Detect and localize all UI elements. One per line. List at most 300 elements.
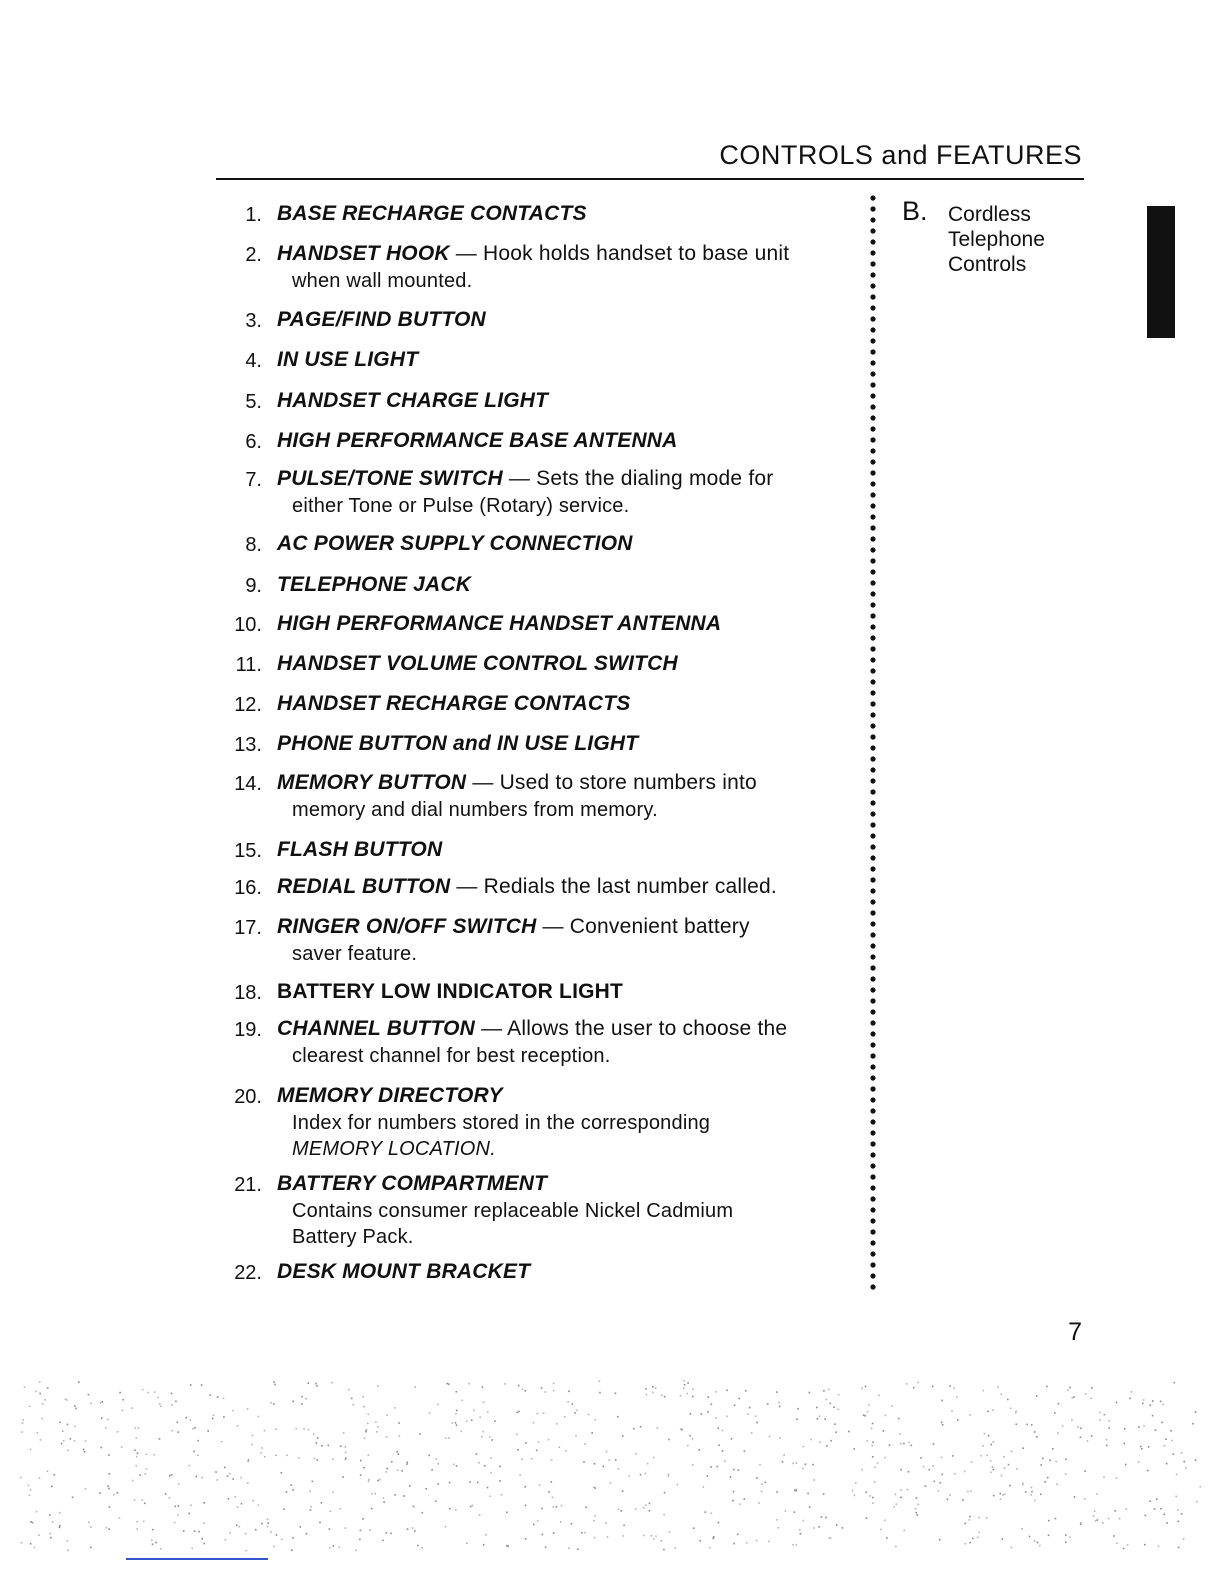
speckle xyxy=(281,1539,283,1541)
speckle xyxy=(261,1523,263,1525)
divider-dot xyxy=(870,811,875,816)
speckle xyxy=(923,1466,925,1468)
speckle xyxy=(745,1390,747,1392)
speckle xyxy=(543,1412,545,1414)
speckle xyxy=(957,1419,959,1421)
speckle xyxy=(821,1516,823,1518)
speckle xyxy=(826,1399,828,1401)
speckle xyxy=(1039,1545,1041,1547)
speckle xyxy=(24,1386,26,1388)
speckle xyxy=(90,1403,92,1405)
speckle xyxy=(108,1454,110,1456)
speckle xyxy=(1036,1436,1038,1438)
speckle xyxy=(1044,1481,1046,1483)
speckle xyxy=(635,1453,637,1455)
speckle xyxy=(270,1531,272,1533)
item-term-text: HANDSET CHARGE LIGHT xyxy=(277,389,549,412)
speckle xyxy=(276,1534,278,1536)
divider-dot xyxy=(870,756,875,761)
speckle xyxy=(1000,1493,1002,1495)
speckle xyxy=(969,1414,971,1416)
speckle xyxy=(360,1474,362,1476)
speckle xyxy=(113,1494,115,1496)
speckle xyxy=(1040,1464,1042,1466)
speckle xyxy=(1008,1464,1010,1466)
speckle xyxy=(1124,1443,1126,1445)
speckle xyxy=(1108,1420,1110,1422)
speckle xyxy=(893,1506,895,1508)
speckle xyxy=(517,1449,519,1451)
speckle xyxy=(235,1496,237,1498)
speckle xyxy=(105,1427,107,1429)
divider-dot xyxy=(870,1042,875,1047)
speckle xyxy=(1036,1395,1038,1397)
speckle xyxy=(1143,1399,1145,1401)
speckle xyxy=(331,1382,333,1384)
speckle xyxy=(134,1449,136,1451)
speckle xyxy=(362,1396,364,1398)
speckle xyxy=(217,1396,219,1398)
speckle xyxy=(479,1416,481,1418)
speckle xyxy=(466,1543,468,1545)
speckle xyxy=(778,1527,780,1529)
speckle xyxy=(1177,1509,1179,1511)
speckle xyxy=(229,1473,231,1475)
speckle xyxy=(951,1410,953,1412)
speckle xyxy=(330,1510,332,1512)
speckle xyxy=(275,1428,277,1430)
divider-dot xyxy=(870,1097,875,1102)
speckle xyxy=(603,1466,605,1468)
speckle xyxy=(375,1421,377,1423)
speckle xyxy=(137,1521,139,1523)
item-term-text: CHANNEL BUTTON xyxy=(277,1017,476,1040)
speckle xyxy=(1087,1440,1089,1442)
divider-dot xyxy=(870,723,875,728)
speckle xyxy=(345,1459,347,1461)
item-description-line: Contains consumer replaceable Nickel Cadmium xyxy=(292,1200,734,1222)
speckle xyxy=(398,1453,400,1455)
speckle xyxy=(286,1491,288,1493)
divider-dot xyxy=(870,657,875,662)
speckle xyxy=(664,1396,666,1398)
item-number: 5. xyxy=(245,391,262,413)
speckle xyxy=(374,1493,376,1495)
speckle xyxy=(340,1446,342,1448)
speckle xyxy=(643,1507,645,1509)
speckle xyxy=(274,1384,276,1386)
divider-dot xyxy=(870,844,875,849)
speckle xyxy=(315,1383,317,1385)
speckle xyxy=(309,1491,311,1493)
speckle xyxy=(1007,1399,1009,1401)
speckle xyxy=(362,1518,364,1520)
speckle xyxy=(1147,1470,1149,1472)
speckle xyxy=(782,1461,784,1463)
speckle xyxy=(237,1425,239,1427)
speckle xyxy=(738,1398,740,1400)
scan-edge-line xyxy=(126,1558,268,1560)
divider-dot xyxy=(870,888,875,893)
speckle xyxy=(889,1444,891,1446)
speckle xyxy=(172,1430,174,1432)
item-term-text: BASE RECHARGE CONTACTS xyxy=(277,202,587,225)
speckle xyxy=(422,1512,424,1514)
speckle xyxy=(1065,1473,1067,1475)
speckle xyxy=(270,1402,272,1404)
speckle xyxy=(232,1410,234,1412)
speckle xyxy=(178,1483,180,1485)
divider-dot xyxy=(870,789,875,794)
speckle xyxy=(1029,1536,1031,1538)
speckle xyxy=(1119,1518,1121,1520)
divider-dot xyxy=(870,481,875,486)
speckle xyxy=(668,1475,670,1477)
speckle xyxy=(236,1524,238,1526)
item-term-text: REDIAL BUTTON xyxy=(277,875,451,898)
speckle xyxy=(455,1509,457,1511)
divider-dot xyxy=(870,1119,875,1124)
speckle xyxy=(177,1514,179,1516)
divider-dot xyxy=(870,1130,875,1135)
speckle xyxy=(195,1476,197,1478)
speckle xyxy=(1002,1494,1004,1496)
section-letter: B. xyxy=(902,196,928,226)
divider-dot xyxy=(870,1152,875,1157)
speckle xyxy=(880,1529,882,1531)
speckle xyxy=(934,1481,936,1483)
speckle xyxy=(599,1380,601,1382)
speckle xyxy=(1003,1456,1005,1458)
speckle xyxy=(1183,1461,1185,1463)
speckle xyxy=(308,1382,310,1384)
speckle xyxy=(197,1440,199,1442)
speckle xyxy=(802,1468,804,1470)
speckle xyxy=(108,1528,110,1530)
speckle xyxy=(360,1530,362,1532)
speckle xyxy=(487,1487,489,1489)
speckle xyxy=(466,1421,468,1423)
item-number: 14. xyxy=(234,773,262,795)
speckle xyxy=(1072,1397,1074,1399)
speckle xyxy=(343,1432,345,1434)
speckle xyxy=(1031,1487,1033,1489)
speckle xyxy=(692,1464,694,1466)
speckle xyxy=(709,1547,711,1549)
speckle xyxy=(866,1517,868,1519)
speckle xyxy=(751,1432,753,1434)
speckle xyxy=(917,1504,919,1506)
speckle xyxy=(159,1403,161,1405)
speckle xyxy=(812,1464,814,1466)
speckle xyxy=(794,1511,796,1513)
item-number: 20. xyxy=(234,1086,262,1108)
divider-dot xyxy=(870,393,875,398)
speckle xyxy=(677,1484,679,1486)
speckle xyxy=(899,1433,901,1435)
speckle xyxy=(574,1412,576,1414)
speckle xyxy=(473,1410,475,1412)
speckle xyxy=(711,1404,713,1406)
speckle xyxy=(819,1441,821,1443)
speckle xyxy=(891,1405,893,1407)
speckle xyxy=(819,1415,821,1417)
divider-dot xyxy=(870,1163,875,1168)
speckle xyxy=(414,1386,416,1388)
speckle xyxy=(29,1406,31,1408)
speckle xyxy=(452,1422,454,1424)
speckle xyxy=(85,1488,87,1490)
page-header-title: CONTROLS and FEATURES xyxy=(719,140,1082,170)
speckle xyxy=(39,1393,41,1395)
speckle xyxy=(1009,1485,1011,1487)
speckle xyxy=(117,1431,119,1433)
speckle xyxy=(119,1392,121,1394)
speckle xyxy=(651,1535,653,1537)
speckle xyxy=(251,1444,253,1446)
speckle xyxy=(1160,1401,1162,1403)
speckle xyxy=(376,1431,378,1433)
speckle xyxy=(137,1453,139,1455)
item-term-text: MEMORY BUTTON xyxy=(277,771,467,794)
speckle xyxy=(852,1490,854,1492)
speckle xyxy=(291,1549,293,1551)
divider-dot xyxy=(870,1086,875,1091)
divider-dot xyxy=(870,591,875,596)
item-number: 19. xyxy=(234,1019,262,1041)
speckle xyxy=(536,1450,538,1452)
speckle xyxy=(316,1385,318,1387)
item-term xyxy=(277,1017,787,1041)
speckle xyxy=(368,1454,370,1456)
speckle xyxy=(152,1529,154,1531)
speckle xyxy=(83,1449,85,1451)
speckle xyxy=(1069,1536,1071,1538)
item-number: 11. xyxy=(235,654,262,676)
speckle xyxy=(435,1458,437,1460)
speckle xyxy=(364,1438,366,1440)
speckle xyxy=(355,1550,357,1552)
divider-dot xyxy=(870,239,875,244)
divider-dot xyxy=(870,470,875,475)
speckle xyxy=(828,1537,830,1539)
speckle xyxy=(920,1457,922,1459)
speckle xyxy=(1154,1508,1156,1510)
speckle xyxy=(1178,1521,1180,1523)
speckle xyxy=(506,1512,508,1514)
speckle xyxy=(622,1435,624,1437)
speckle xyxy=(1164,1445,1166,1447)
speckle xyxy=(1142,1403,1144,1405)
speckle xyxy=(159,1438,161,1440)
speckle xyxy=(942,1424,944,1426)
speckle xyxy=(818,1526,820,1528)
speckle xyxy=(710,1466,712,1468)
speckle xyxy=(826,1445,828,1447)
speckle xyxy=(874,1467,876,1469)
divider-dot xyxy=(870,536,875,541)
speckle xyxy=(136,1456,138,1458)
divider-dot xyxy=(870,327,875,332)
speckle xyxy=(379,1479,381,1481)
speckle xyxy=(386,1414,388,1416)
speckle xyxy=(647,1463,649,1465)
item-term xyxy=(277,915,750,939)
speckle xyxy=(34,1547,36,1549)
item-number: 1. xyxy=(245,204,262,226)
speckle xyxy=(553,1532,555,1534)
speckle xyxy=(295,1428,297,1430)
speckle xyxy=(895,1494,897,1496)
speckle xyxy=(1031,1424,1033,1426)
speckle xyxy=(1152,1415,1154,1417)
speckle xyxy=(67,1450,69,1452)
speckle xyxy=(1171,1440,1173,1442)
speckle xyxy=(332,1492,334,1494)
speckle xyxy=(212,1418,214,1420)
speckle xyxy=(756,1422,758,1424)
speckle xyxy=(711,1513,713,1515)
speckle xyxy=(568,1548,570,1550)
speckle xyxy=(190,1384,192,1386)
speckle xyxy=(877,1462,879,1464)
speckle xyxy=(756,1477,758,1479)
speckle xyxy=(1116,1542,1118,1544)
item-term-text: DESK MOUNT BRACKET xyxy=(277,1260,531,1283)
speckle xyxy=(107,1419,109,1421)
speckle xyxy=(489,1496,491,1498)
speckle xyxy=(522,1389,524,1391)
speckle xyxy=(577,1549,579,1551)
speckle xyxy=(171,1393,173,1395)
speckle xyxy=(813,1527,815,1529)
speckle xyxy=(223,1416,225,1418)
speckle xyxy=(988,1435,990,1437)
speckle xyxy=(1001,1475,1003,1477)
speckle xyxy=(107,1485,109,1487)
speckle xyxy=(537,1520,539,1522)
speckle xyxy=(699,1449,701,1451)
speckle xyxy=(803,1520,805,1522)
speckle xyxy=(896,1503,898,1505)
item-term-text: BATTERY LOW INDICATOR LIGHT xyxy=(277,980,624,1003)
speckle xyxy=(906,1383,908,1385)
speckle xyxy=(1164,1513,1166,1515)
speckle xyxy=(746,1542,748,1544)
speckle xyxy=(109,1506,111,1508)
speckle xyxy=(731,1438,733,1440)
speckle xyxy=(1138,1461,1140,1463)
item-number: 12. xyxy=(234,694,262,716)
speckle xyxy=(769,1436,771,1438)
speckle xyxy=(344,1446,346,1448)
divider-dot xyxy=(870,921,875,926)
speckle xyxy=(67,1550,69,1552)
speckle xyxy=(884,1520,886,1522)
speckle xyxy=(1000,1498,1002,1500)
speckle xyxy=(932,1465,934,1467)
speckle xyxy=(594,1515,596,1517)
speckle xyxy=(90,1547,92,1549)
speckle xyxy=(368,1479,370,1481)
speckle xyxy=(209,1394,211,1396)
speckle xyxy=(916,1497,918,1499)
item-term xyxy=(277,612,721,636)
divider-dot xyxy=(870,624,875,629)
speckle xyxy=(733,1469,735,1471)
speckle xyxy=(1196,1501,1198,1503)
speckle xyxy=(160,1548,162,1550)
speckle xyxy=(377,1426,379,1428)
speckle xyxy=(431,1469,433,1471)
speckle xyxy=(623,1525,625,1527)
speckle xyxy=(491,1439,493,1441)
speckle xyxy=(708,1396,710,1398)
speckle xyxy=(967,1491,969,1493)
speckle xyxy=(42,1403,44,1405)
speckle xyxy=(653,1538,655,1540)
speckle xyxy=(1046,1386,1048,1388)
speckle xyxy=(940,1482,942,1484)
speckle xyxy=(1099,1412,1101,1414)
speckle xyxy=(100,1402,102,1404)
speckle xyxy=(1011,1451,1013,1453)
speckle xyxy=(724,1460,726,1462)
speckle xyxy=(421,1547,423,1549)
speckle xyxy=(1145,1515,1147,1517)
divider-dot xyxy=(870,580,875,585)
speckle xyxy=(915,1512,917,1514)
speckle xyxy=(1037,1542,1039,1544)
item-term-text: PULSE/TONE SWITCH xyxy=(277,467,503,490)
speckle xyxy=(872,1497,874,1499)
divider-dot xyxy=(870,778,875,783)
speckle xyxy=(669,1531,671,1533)
speckle xyxy=(796,1489,798,1491)
speckle xyxy=(779,1437,781,1439)
speckle xyxy=(703,1486,705,1488)
speckle xyxy=(653,1457,655,1459)
item-number: 13. xyxy=(234,734,262,756)
speckle xyxy=(1085,1393,1087,1395)
speckle xyxy=(545,1547,547,1549)
divider-dot xyxy=(870,1185,875,1190)
speckle xyxy=(160,1406,162,1408)
divider-dot xyxy=(870,1251,875,1256)
speckle xyxy=(484,1465,486,1467)
speckle xyxy=(560,1521,562,1523)
speckle xyxy=(394,1407,396,1409)
speckle xyxy=(223,1398,225,1400)
speckle xyxy=(1138,1426,1140,1428)
speckle xyxy=(247,1460,249,1462)
section-heading-line: Controls xyxy=(948,253,1027,276)
speckle xyxy=(559,1446,561,1448)
speckle xyxy=(171,1474,173,1476)
speckle xyxy=(169,1475,171,1477)
speckle xyxy=(151,1540,153,1542)
speckle xyxy=(1026,1424,1028,1426)
speckle xyxy=(455,1422,457,1424)
speckle xyxy=(109,1473,111,1475)
speckle xyxy=(594,1487,596,1489)
speckle xyxy=(768,1541,770,1543)
speckle xyxy=(1176,1474,1178,1476)
speckle xyxy=(941,1400,943,1402)
speckle xyxy=(572,1403,574,1405)
speckle xyxy=(1114,1510,1116,1512)
divider-dot xyxy=(870,294,875,299)
